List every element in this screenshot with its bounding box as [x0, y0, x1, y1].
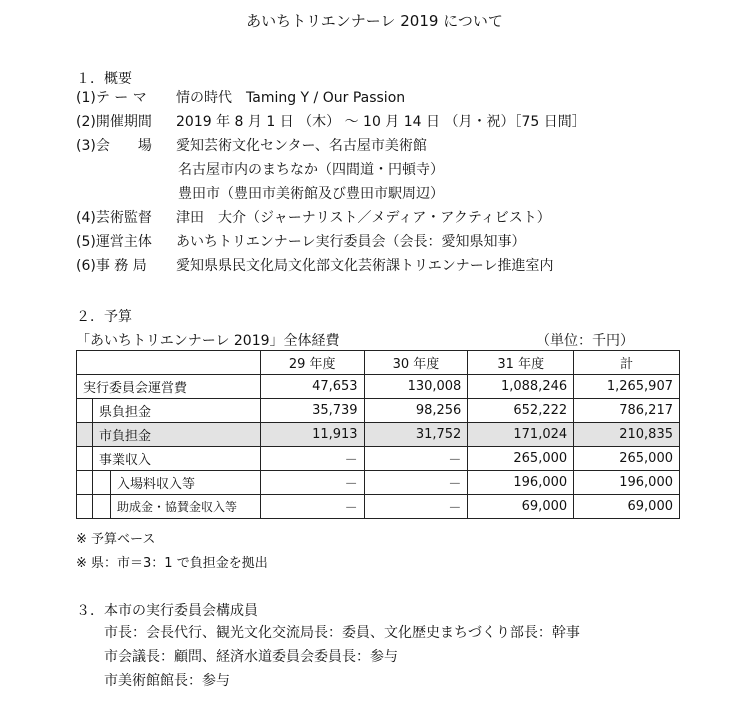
overview-label: (1)テ ー マ	[76, 90, 147, 106]
budget-note: ※ 予算ベース	[76, 532, 156, 547]
section1-heading: １．概要	[76, 71, 132, 87]
overview-value: あいちトリエンナーレ実行委員会（会長：愛知県知事）	[176, 234, 526, 250]
table-cell: 31,752	[364, 423, 468, 447]
member-line: 市美術館館長：参与	[104, 673, 230, 689]
overview-item-organizer	[76, 232, 525, 252]
table-row	[77, 471, 680, 495]
indent-guide-line	[92, 398, 93, 518]
table-cell: 11,913	[260, 423, 364, 447]
table-cell: －	[364, 447, 468, 471]
table-cell: －	[260, 447, 364, 471]
overview-value: 2019 年 8 月 1 日 （木） ～ 10 月 14 日 （月・祝）［75 日間］	[176, 114, 586, 130]
overview-value: 情の時代 Taming Y / Our Passion	[176, 90, 406, 106]
table-cell: 35,739	[260, 399, 364, 423]
table-cell: －	[364, 495, 468, 519]
table-cell: 69,000	[468, 495, 574, 519]
table-cell: 1,265,907	[574, 375, 680, 399]
overview-item-venue	[76, 136, 427, 156]
table-cell: 171,024	[468, 423, 574, 447]
overview-venue-line2: 名古屋市内のまちなか（四間道・円頓寺）	[178, 162, 444, 178]
row-label: 入場料収入等	[77, 471, 261, 495]
table-cell: 210,835	[574, 423, 680, 447]
table-cell: －	[260, 495, 364, 519]
section2-heading: ２．予算	[76, 309, 132, 325]
table-cell: 47,653	[260, 375, 364, 399]
row-label: 市負担金	[77, 423, 261, 447]
row-label: 事業収入	[77, 447, 261, 471]
overview-label: (3)会 場	[76, 138, 152, 154]
document-title: あいちトリエンナーレ 2019 について	[246, 12, 503, 30]
budget-table	[76, 350, 680, 519]
overview-label: (5)運営主体	[76, 234, 152, 250]
table-cell: 69,000	[574, 495, 680, 519]
overview-label: (6)事 務 局	[76, 258, 147, 274]
table-header-cell: 31 年度	[468, 351, 574, 375]
table-row-highlighted	[77, 423, 680, 447]
overview-value: 愛知県県民文化局文化部文化芸術課トリエンナーレ推進室内	[176, 258, 554, 274]
table-cell: －	[364, 471, 468, 495]
table-cell: 265,000	[574, 447, 680, 471]
budget-note: ※ 県：市＝3：1 で負担金を拠出	[76, 556, 268, 571]
row-label: 助成金・協賛金収入等	[77, 495, 261, 519]
indent-guide-line	[110, 471, 111, 518]
table-cell: 130,008	[364, 375, 468, 399]
table-header-cell	[77, 351, 261, 375]
row-label: 県負担金	[77, 399, 261, 423]
table-header-cell: 30 年度	[364, 351, 468, 375]
overview-venue-line3: 豊田市（豊田市美術館及び豊田市駅周辺）	[178, 186, 444, 202]
section3-heading: ３．本市の実行委員会構成員	[76, 603, 258, 619]
overview-item-director	[76, 208, 551, 228]
overview-label: (4)芸術監督	[76, 210, 152, 226]
overview-item-secretariat	[76, 256, 553, 276]
table-cell: 265,000	[468, 447, 574, 471]
member-line: 市長：会長代行、観光文化交流局長：委員、文化歴史まちづくり部長：幹事	[104, 625, 580, 641]
table-cell: 196,000	[468, 471, 574, 495]
table-row	[77, 375, 680, 399]
overview-label: (2)開催期間	[76, 114, 152, 130]
table-header-cell: 29 年度	[260, 351, 364, 375]
budget-caption: 「あいちトリエンナーレ 2019」全体経費	[76, 333, 340, 349]
table-header-row	[77, 351, 680, 375]
overview-item-period	[76, 112, 586, 132]
table-header-cell: 計	[574, 351, 680, 375]
table-row	[77, 495, 680, 519]
table-cell: 1,088,246	[468, 375, 574, 399]
table-cell: 98,256	[364, 399, 468, 423]
budget-unit: （単位：千円）	[536, 333, 634, 349]
table-cell: －	[260, 471, 364, 495]
overview-item-theme	[76, 88, 405, 108]
table-row	[77, 399, 680, 423]
table-cell: 652,222	[468, 399, 574, 423]
row-label: 実行委員会運営費	[77, 375, 261, 399]
overview-value: 津田 大介（ジャーナリスト／メディア・アクティビスト）	[176, 210, 551, 226]
member-line: 市会議長：顧問、経済水道委員会委員長：参与	[104, 649, 398, 665]
table-cell: 196,000	[574, 471, 680, 495]
overview-value: 愛知芸術文化センター、名古屋市美術館	[176, 138, 427, 154]
table-cell: 786,217	[574, 399, 680, 423]
table-row	[77, 447, 680, 471]
